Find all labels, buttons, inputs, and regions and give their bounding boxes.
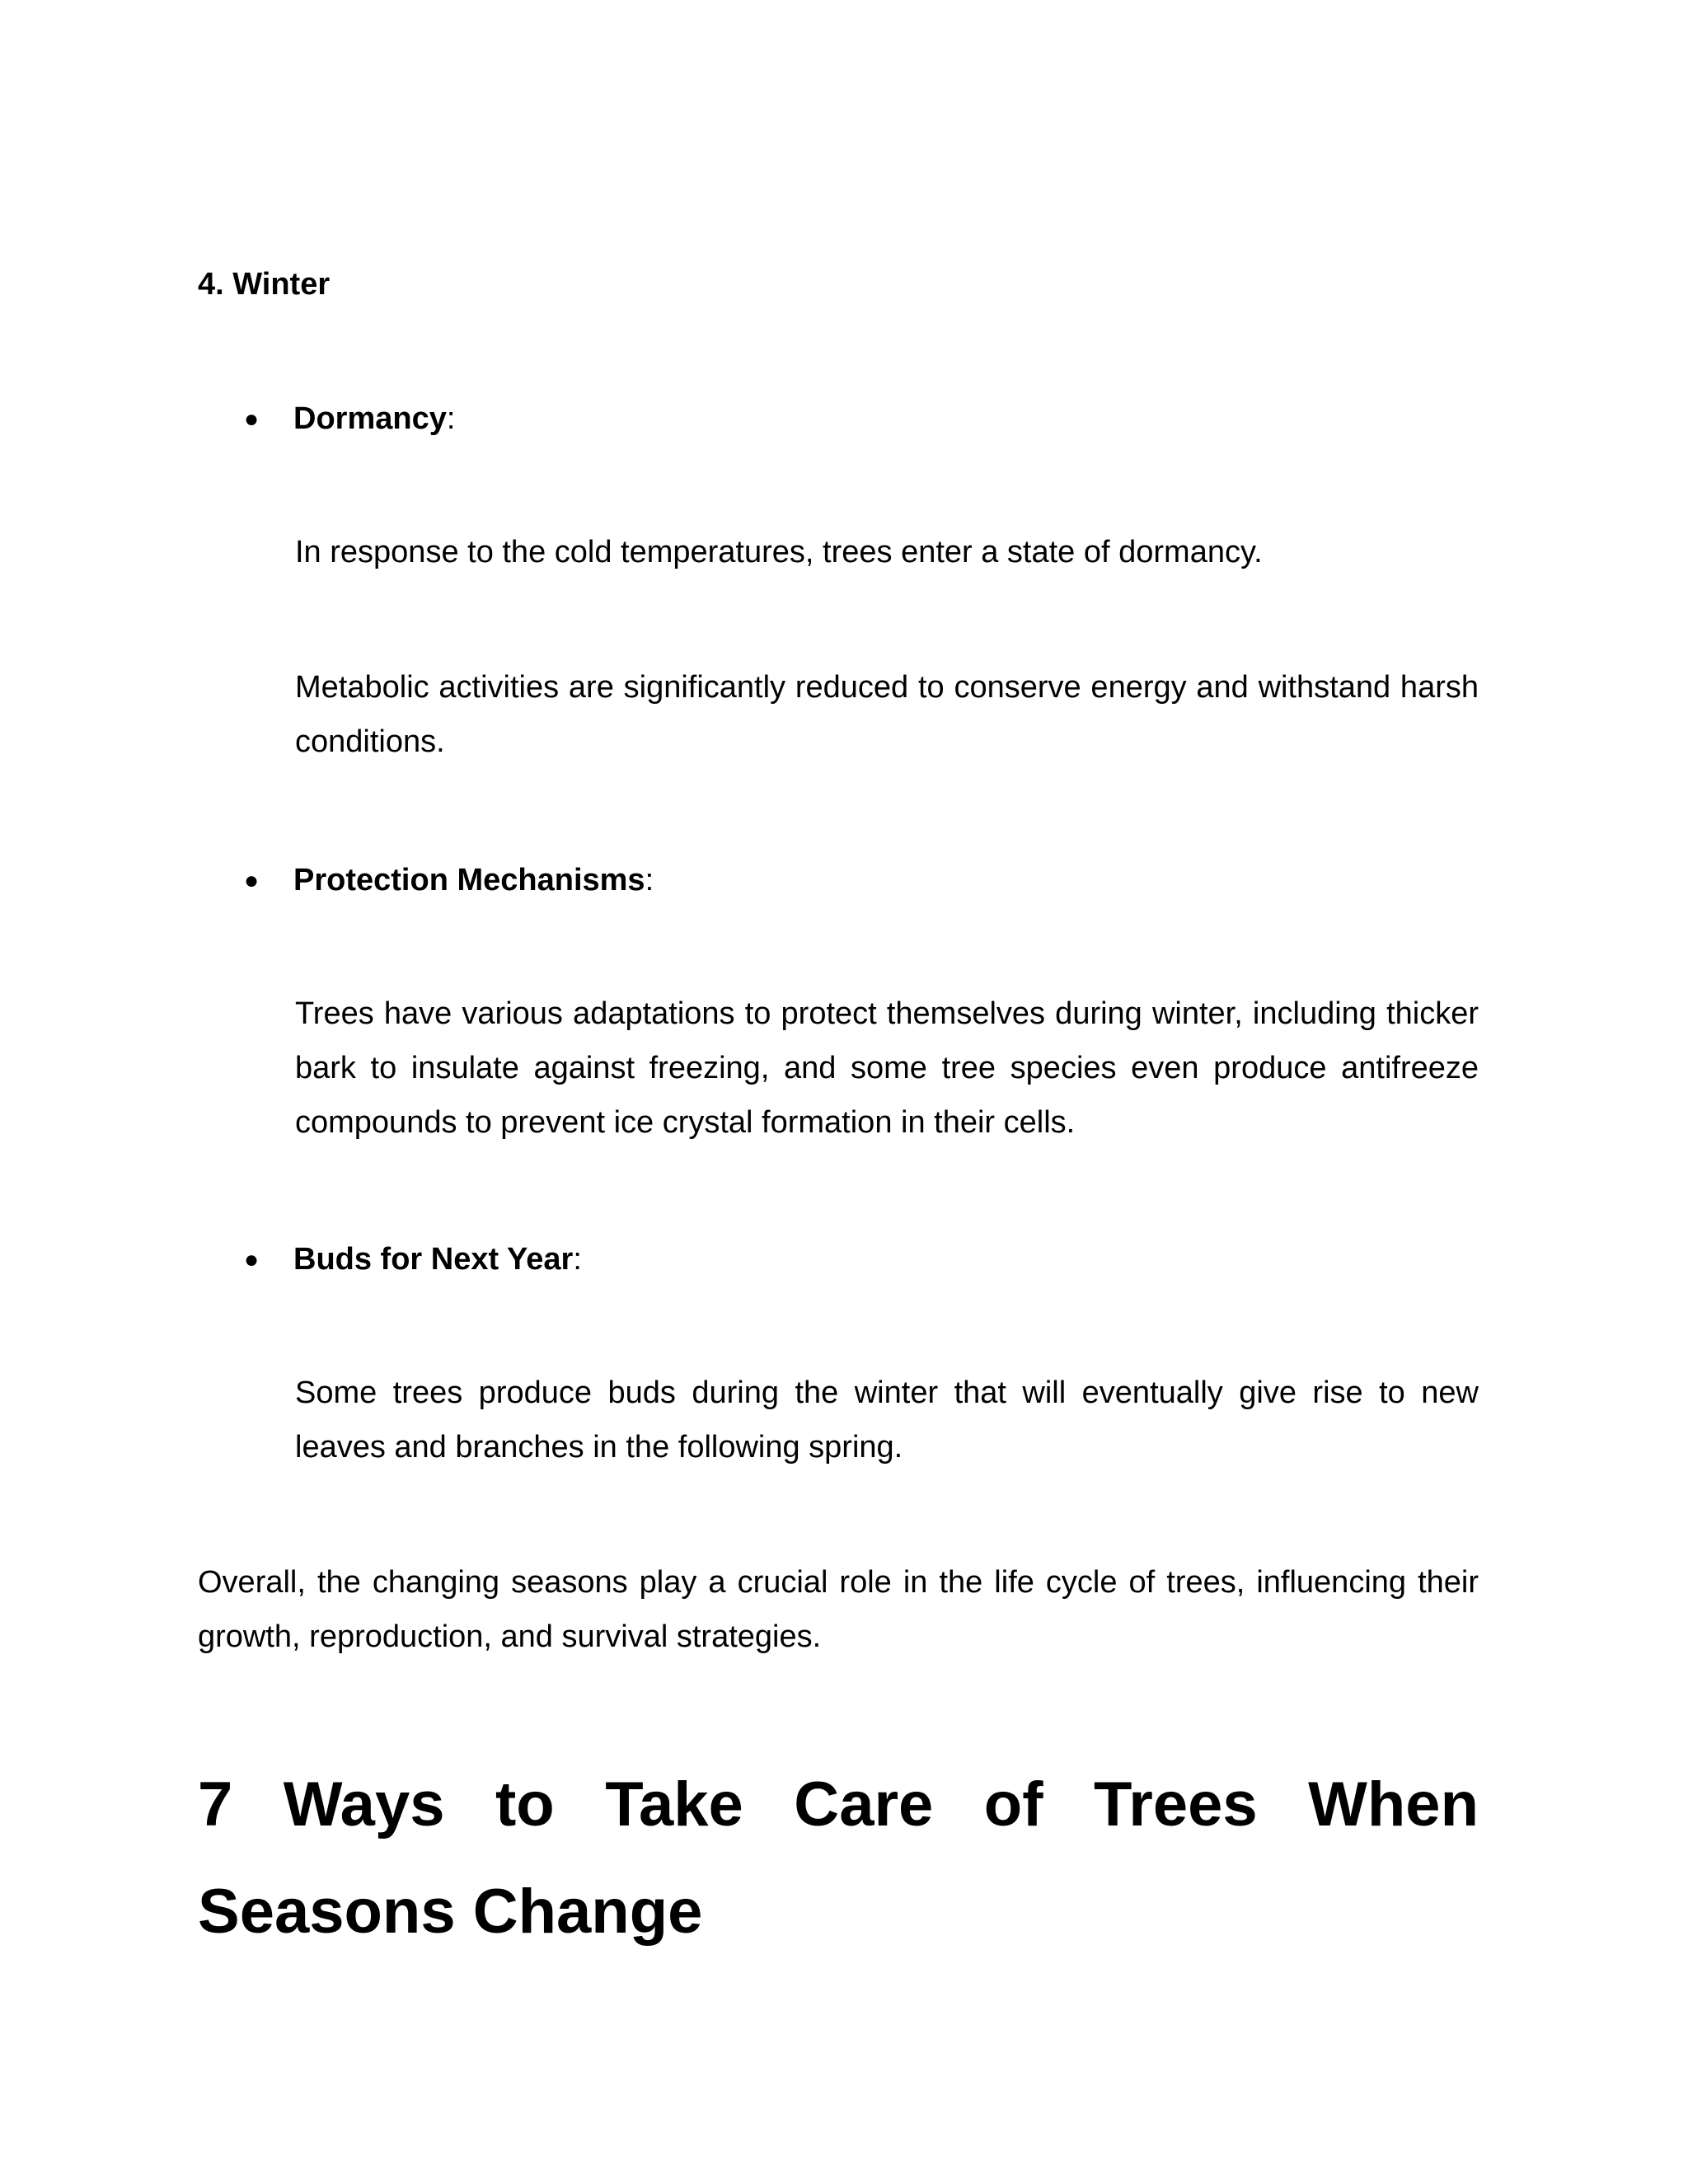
list-item-dormancy [244,400,455,438]
bullet-colon: : [573,1242,582,1277]
paragraph: Some trees produce buds during the winter that will eventually give rise to new leaves and branches in the following spring. [295,1376,1479,1465]
next-section-heading [198,1751,1479,1966]
list-item-buds-for-next-year [244,1240,582,1279]
bullet-icon: ● [244,867,260,894]
bullet-icon: ● [244,405,260,433]
bullet-term: Dormancy [293,401,447,436]
section-heading: 4. Winter [198,267,331,302]
list-item-protection-mechanisms [244,861,654,900]
bullet-term: Protection Mechanisms [293,863,645,898]
bullet-icon: ● [244,1246,260,1273]
paragraph: Metabolic activities are significantly reduced to conserve energy and withstand harsh conditions. [295,670,1479,759]
paragraph: In response to the cold temperatures, trees enter a state of dormancy. [295,535,1263,569]
paragraph: Trees have various adaptations to protect themselves during winter, including thicker bark to insulate against freezing, and some tree species even produce antifreeze compounds to prevent ice crystal formation in their cells. [295,996,1479,1140]
heading-line-2: Seasons Change [198,1877,703,1947]
conclusion-paragraph: Overall, the changing seasons play a crucial role in the life cycle of trees, influencing their growth, reproduction, and survival strategies. [198,1565,1479,1654]
bullet-colon: : [446,401,456,436]
bullet-colon: : [645,863,654,898]
bullet-term: Buds for Next Year [293,1242,574,1277]
heading-line-1: 7 Ways to Take Care of Trees When [198,1769,1479,1840]
